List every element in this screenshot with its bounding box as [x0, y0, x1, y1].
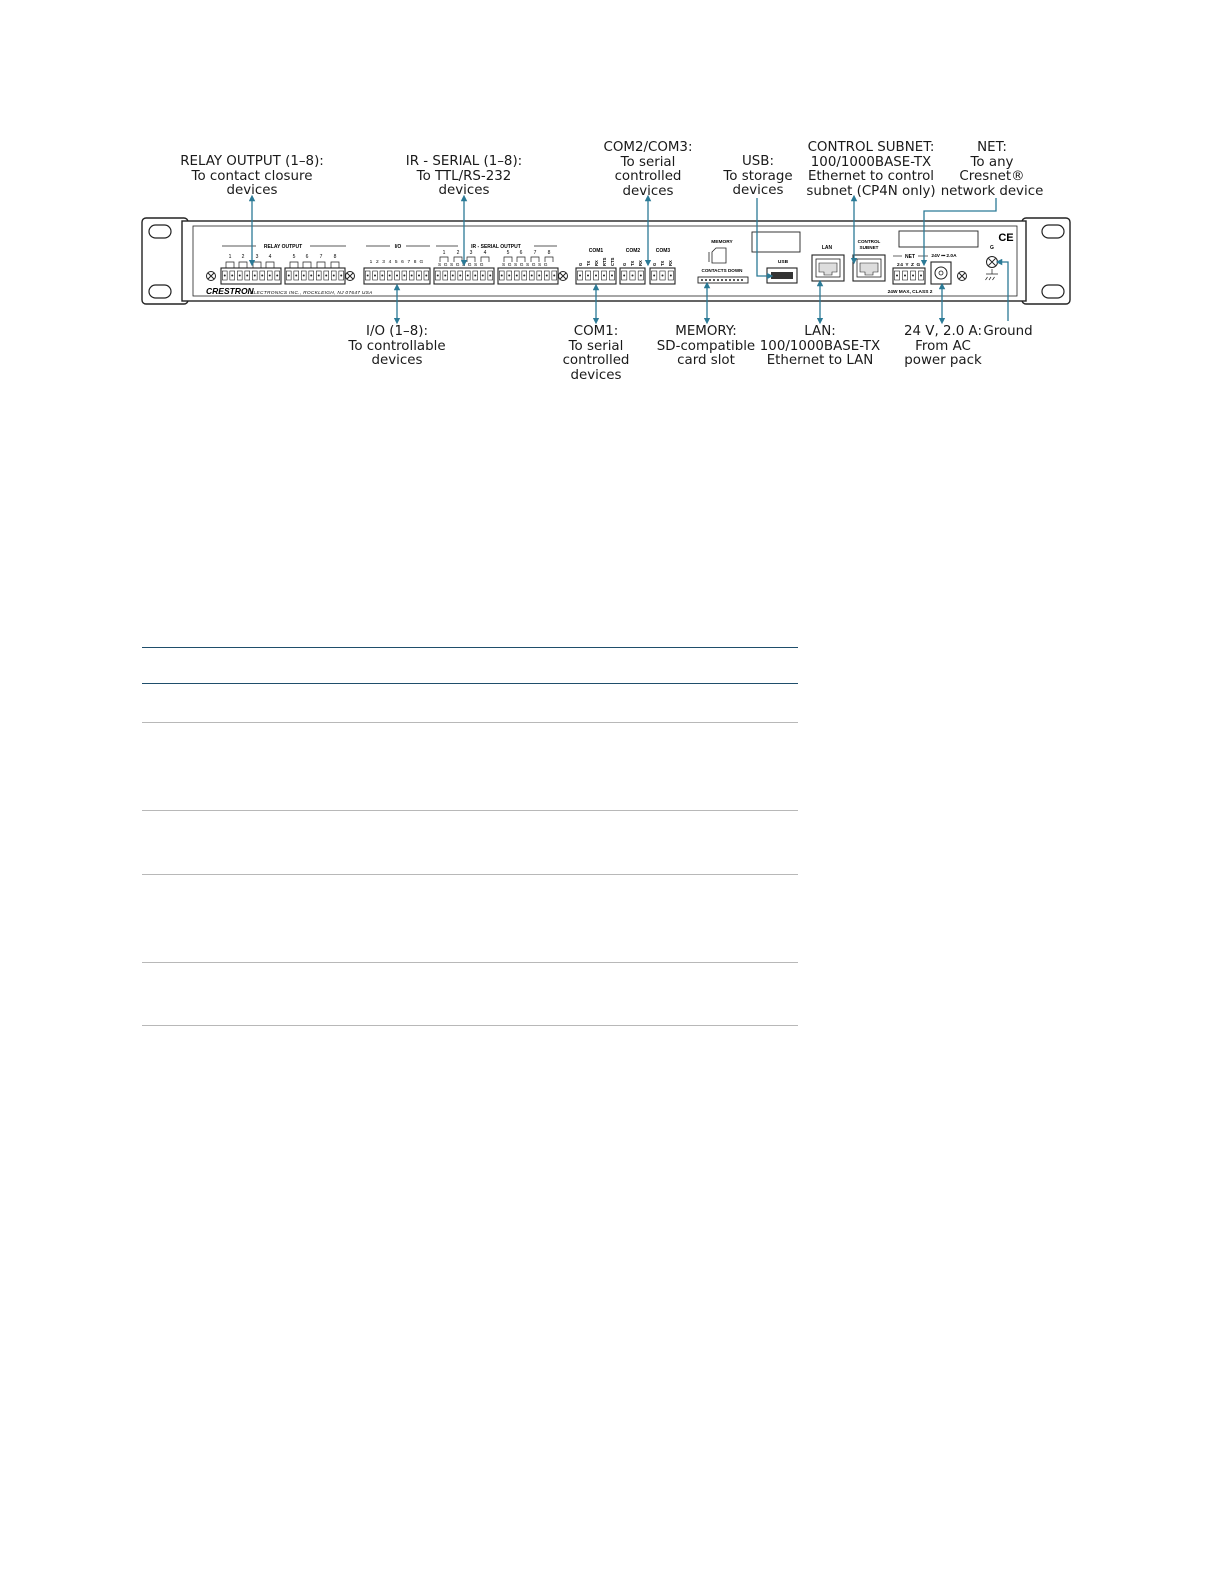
- io-number: 4: [388, 260, 392, 265]
- callout-line: NET:: [977, 140, 1007, 155]
- lan-port: [812, 255, 844, 281]
- callout-line: 100/1000BASE-TX: [810, 154, 932, 170]
- panel-label-ground: G: [990, 245, 994, 251]
- io-number: 2: [375, 260, 379, 265]
- table-row-rule: [142, 722, 798, 723]
- com-pin-label: G: [622, 262, 627, 266]
- ir-number: 8: [547, 250, 551, 256]
- relay-number: 3: [255, 254, 259, 260]
- relay-number: 1: [228, 254, 232, 260]
- callout-line: 24 V, 2.0 A:: [904, 324, 982, 339]
- relay-number: 2: [241, 254, 245, 260]
- panel-label-ir-serial-output: IR - SERIAL OUTPUT: [471, 244, 521, 250]
- callout-line: devices: [226, 183, 278, 199]
- callout-line: To TTL/RS-232: [416, 168, 512, 184]
- com-pin-label: CTS: [610, 257, 615, 266]
- relay-number: 8: [333, 254, 337, 260]
- com-pin-label: TX: [630, 260, 635, 266]
- com-pin-label: G: [578, 262, 583, 266]
- device-rear-panel: [0, 0, 1224, 420]
- ir-number: 1: [442, 250, 446, 256]
- callout-line: To serial: [620, 154, 676, 170]
- ir-number: 3: [469, 250, 473, 256]
- panel-label-com2: COM2: [625, 248, 641, 254]
- callout-line: 100/1000BASE-TX: [759, 338, 881, 354]
- ir-pin-labels: S G S G S G S G: [502, 263, 549, 268]
- mount-hole: [1042, 285, 1064, 298]
- table-header-rule: [142, 683, 798, 684]
- table-row-rule: [142, 962, 798, 963]
- label-window: [899, 231, 978, 247]
- callout-line: LAN:: [804, 324, 836, 339]
- callout-line: From AC: [915, 338, 971, 354]
- com-pin-label: RX: [668, 260, 673, 266]
- callout-line: controlled: [614, 169, 682, 185]
- callout-line: power pack: [904, 353, 982, 369]
- table-row-rule: [142, 810, 798, 811]
- io-number: 1: [369, 260, 373, 265]
- panel-label-com1: COM1: [588, 248, 604, 254]
- sd-card-icon: [712, 248, 726, 263]
- ir-number: 4: [483, 250, 487, 256]
- callout-line: devices: [732, 183, 784, 199]
- com-pin-label: TX: [660, 260, 665, 266]
- callout-line: devices: [371, 353, 423, 369]
- control-subnet-port: [853, 255, 885, 281]
- relay-number: 4: [268, 254, 272, 260]
- callout-line: To storage: [723, 168, 793, 184]
- ir-serial-terminal-5-8: [498, 268, 558, 284]
- com-pin-label: RX: [594, 260, 599, 266]
- callout-line: controlled: [562, 353, 630, 369]
- relay-number: 5: [292, 254, 296, 260]
- callout-line: network device: [940, 183, 1044, 199]
- io-number: 7: [407, 260, 411, 265]
- relay-output-terminal-1-4: [221, 268, 281, 284]
- label-window: [752, 232, 800, 252]
- panel-label-com3: COM3: [655, 248, 671, 254]
- callout-line: COM1:: [573, 324, 619, 339]
- brand-tagline: ELECTRONICS INC., ROCKLEIGH, NJ 07647 USA: [250, 291, 373, 296]
- com-pin-label: TX: [586, 260, 591, 266]
- com-pin-label: G: [652, 262, 657, 266]
- ir-number: 6: [519, 250, 523, 256]
- io-numbers: [370, 259, 424, 265]
- callout-line: To serial: [568, 338, 624, 354]
- callout-line: subnet (CP4N only): [806, 183, 936, 199]
- panel-label-usb: USB: [777, 260, 789, 265]
- screw-icon: [559, 272, 568, 281]
- callout-line: Cresnet®: [959, 169, 1025, 185]
- relay-output-terminal-5-8: [285, 268, 345, 284]
- relay-number: 7: [319, 254, 323, 260]
- table-row-rule: [142, 1025, 798, 1026]
- callout-line: Ground: [983, 324, 1033, 339]
- callout-line: Ethernet to control: [807, 169, 935, 185]
- ir-number: 5: [506, 250, 510, 256]
- class-rating: 24W MAX, CLASS 2: [887, 290, 933, 295]
- com2-terminal: [620, 268, 645, 284]
- panel-label-lan: LAN: [821, 245, 833, 251]
- panel-label-relay-output: RELAY OUTPUT: [263, 244, 303, 250]
- screw-icon: [958, 272, 967, 281]
- io-number: 6: [401, 260, 404, 265]
- relay-number: 6: [305, 254, 309, 260]
- screw-icon: [207, 272, 216, 281]
- io-terminal: [364, 268, 430, 284]
- io-number: G: [419, 260, 424, 265]
- io-number: 5: [394, 260, 398, 265]
- panel-label-net: NET: [905, 254, 915, 260]
- ir-number: 2: [456, 250, 460, 256]
- table-top-rule: [142, 647, 798, 648]
- callout-line: devices: [622, 183, 674, 199]
- io-number: 3: [382, 260, 385, 265]
- com-pin-label: RX: [638, 260, 643, 266]
- ir-serial-terminal-1-4: [434, 268, 494, 284]
- net-terminal: [893, 268, 925, 284]
- io-number: 8: [413, 260, 417, 265]
- callout-line: devices: [438, 183, 490, 199]
- com-pin-label: RTS: [602, 257, 607, 266]
- brand-logo: CRESTRON: [206, 286, 254, 296]
- callout-line: To contact closure: [191, 168, 313, 184]
- com3-terminal: [650, 268, 675, 284]
- panel-label-memory: MEMORY: [711, 240, 733, 245]
- panel-label-control: CONTROL: [857, 239, 881, 244]
- callout-line: I/O (1–8):: [366, 324, 428, 339]
- callout-line: IR - SERIAL (1–8):: [405, 154, 523, 169]
- callout-line: To controllable: [348, 338, 446, 354]
- mount-hole: [149, 225, 171, 238]
- panel-label-io: I/O: [394, 244, 402, 250]
- screw-icon: [346, 272, 355, 281]
- callout-line: SD-compatible: [656, 338, 756, 354]
- table-row-rule: [142, 874, 798, 875]
- panel-label-subnet: SUBNET: [859, 245, 879, 250]
- mount-hole: [149, 285, 171, 298]
- callout-line: COM2/COM3:: [603, 140, 693, 155]
- panel-label-contacts-down: CONTACTS DOWN: [701, 268, 743, 273]
- callout-line: card slot: [677, 353, 735, 369]
- ce-mark-icon: CE: [998, 232, 1014, 244]
- panel-label-power-rating: 24V ⎓ 2.0A: [931, 254, 957, 259]
- callout-line: RELAY OUTPUT (1–8):: [180, 154, 324, 169]
- com1-terminal: [576, 268, 616, 284]
- power-jack: [931, 262, 951, 284]
- net-pin-labels: 24 Y Z G: [897, 263, 921, 268]
- callout-line: devices: [570, 367, 622, 383]
- callout-line: CONTROL SUBNET:: [807, 140, 935, 155]
- callout-line: USB:: [742, 154, 774, 169]
- callout-line: Ethernet to LAN: [766, 353, 874, 369]
- mount-hole: [1042, 225, 1064, 238]
- callout-line: MEMORY:: [675, 324, 737, 339]
- ir-number: 7: [533, 250, 537, 256]
- ir-pin-labels: S G S G S G S G: [438, 263, 485, 268]
- callout-line: To any: [970, 154, 1014, 170]
